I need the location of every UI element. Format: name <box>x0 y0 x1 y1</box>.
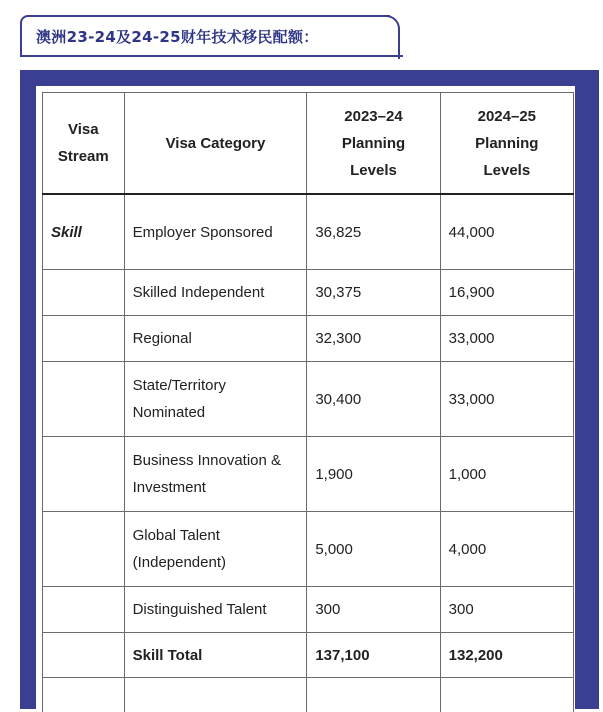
value-2024-25-cell: 300 <box>440 587 573 633</box>
stream-cell <box>43 316 125 362</box>
category-cell: Employer Sponsored <box>124 194 307 270</box>
section-heading-tag <box>20 15 390 55</box>
table-total-row <box>43 633 574 678</box>
table-row <box>43 678 574 712</box>
value-2024-25-cell: 4,000 <box>440 512 573 587</box>
table-row <box>43 362 574 437</box>
visa-planning-table <box>42 92 574 712</box>
value-2024-25-cell: 33,000 <box>440 316 573 362</box>
stream-cell <box>43 512 125 587</box>
header-2024-25: 2024–25 Planning Levels <box>440 93 573 195</box>
stream-cell: Skill <box>43 194 125 270</box>
table-container <box>36 86 575 712</box>
category-cell: State/Territory Nominated <box>124 362 307 437</box>
value-2024-25-cell: 16,900 <box>440 270 573 316</box>
category-cell: Distinguished Talent <box>124 587 307 633</box>
value-2024-25-cell: 33,000 <box>440 362 573 437</box>
header-visa-stream: Visa Stream <box>43 93 125 195</box>
value-2023-24-cell: 137,100 <box>307 633 440 678</box>
value-2023-24-cell: 32,300 <box>307 316 440 362</box>
value-2023-24-cell: 30,400 <box>307 362 440 437</box>
value-2023-24-cell: 1,900 <box>307 437 440 512</box>
stream-cell <box>43 587 125 633</box>
stream-cell <box>43 633 125 678</box>
table-row <box>43 587 574 633</box>
table-panel <box>20 70 599 709</box>
category-cell: Global Talent (Independent) <box>124 512 307 587</box>
table-row <box>43 316 574 362</box>
value-2024-25-cell: 132,200 <box>440 633 573 678</box>
stream-cell <box>43 437 125 512</box>
category-cell: Skilled Independent <box>124 270 307 316</box>
category-cell: Business Innovation & Investment <box>124 437 307 512</box>
header-visa-category: Visa Category <box>124 93 307 195</box>
table-row <box>43 437 574 512</box>
heading-underline <box>20 55 403 57</box>
value-2023-24-cell: 36,825 <box>307 194 440 270</box>
stream-cell <box>43 270 125 316</box>
category-cell: Regional <box>124 316 307 362</box>
value-2024-25-cell: 44,000 <box>440 194 573 270</box>
table-row <box>43 512 574 587</box>
table-row <box>43 270 574 316</box>
table-header-row <box>43 93 574 195</box>
stream-cell <box>43 362 125 437</box>
value-2023-24-cell: 300 <box>307 587 440 633</box>
table-row <box>43 194 574 270</box>
value-2023-24-cell: 5,000 <box>307 512 440 587</box>
header-2023-24: 2023–24 Planning Levels <box>307 93 440 195</box>
value-2024-25-cell: 1,000 <box>440 437 573 512</box>
value-2023-24-cell: 30,375 <box>307 270 440 316</box>
category-cell: Skill Total <box>124 633 307 678</box>
section-heading: 澳洲23-24及24-25财年技术移民配额： <box>36 26 319 47</box>
